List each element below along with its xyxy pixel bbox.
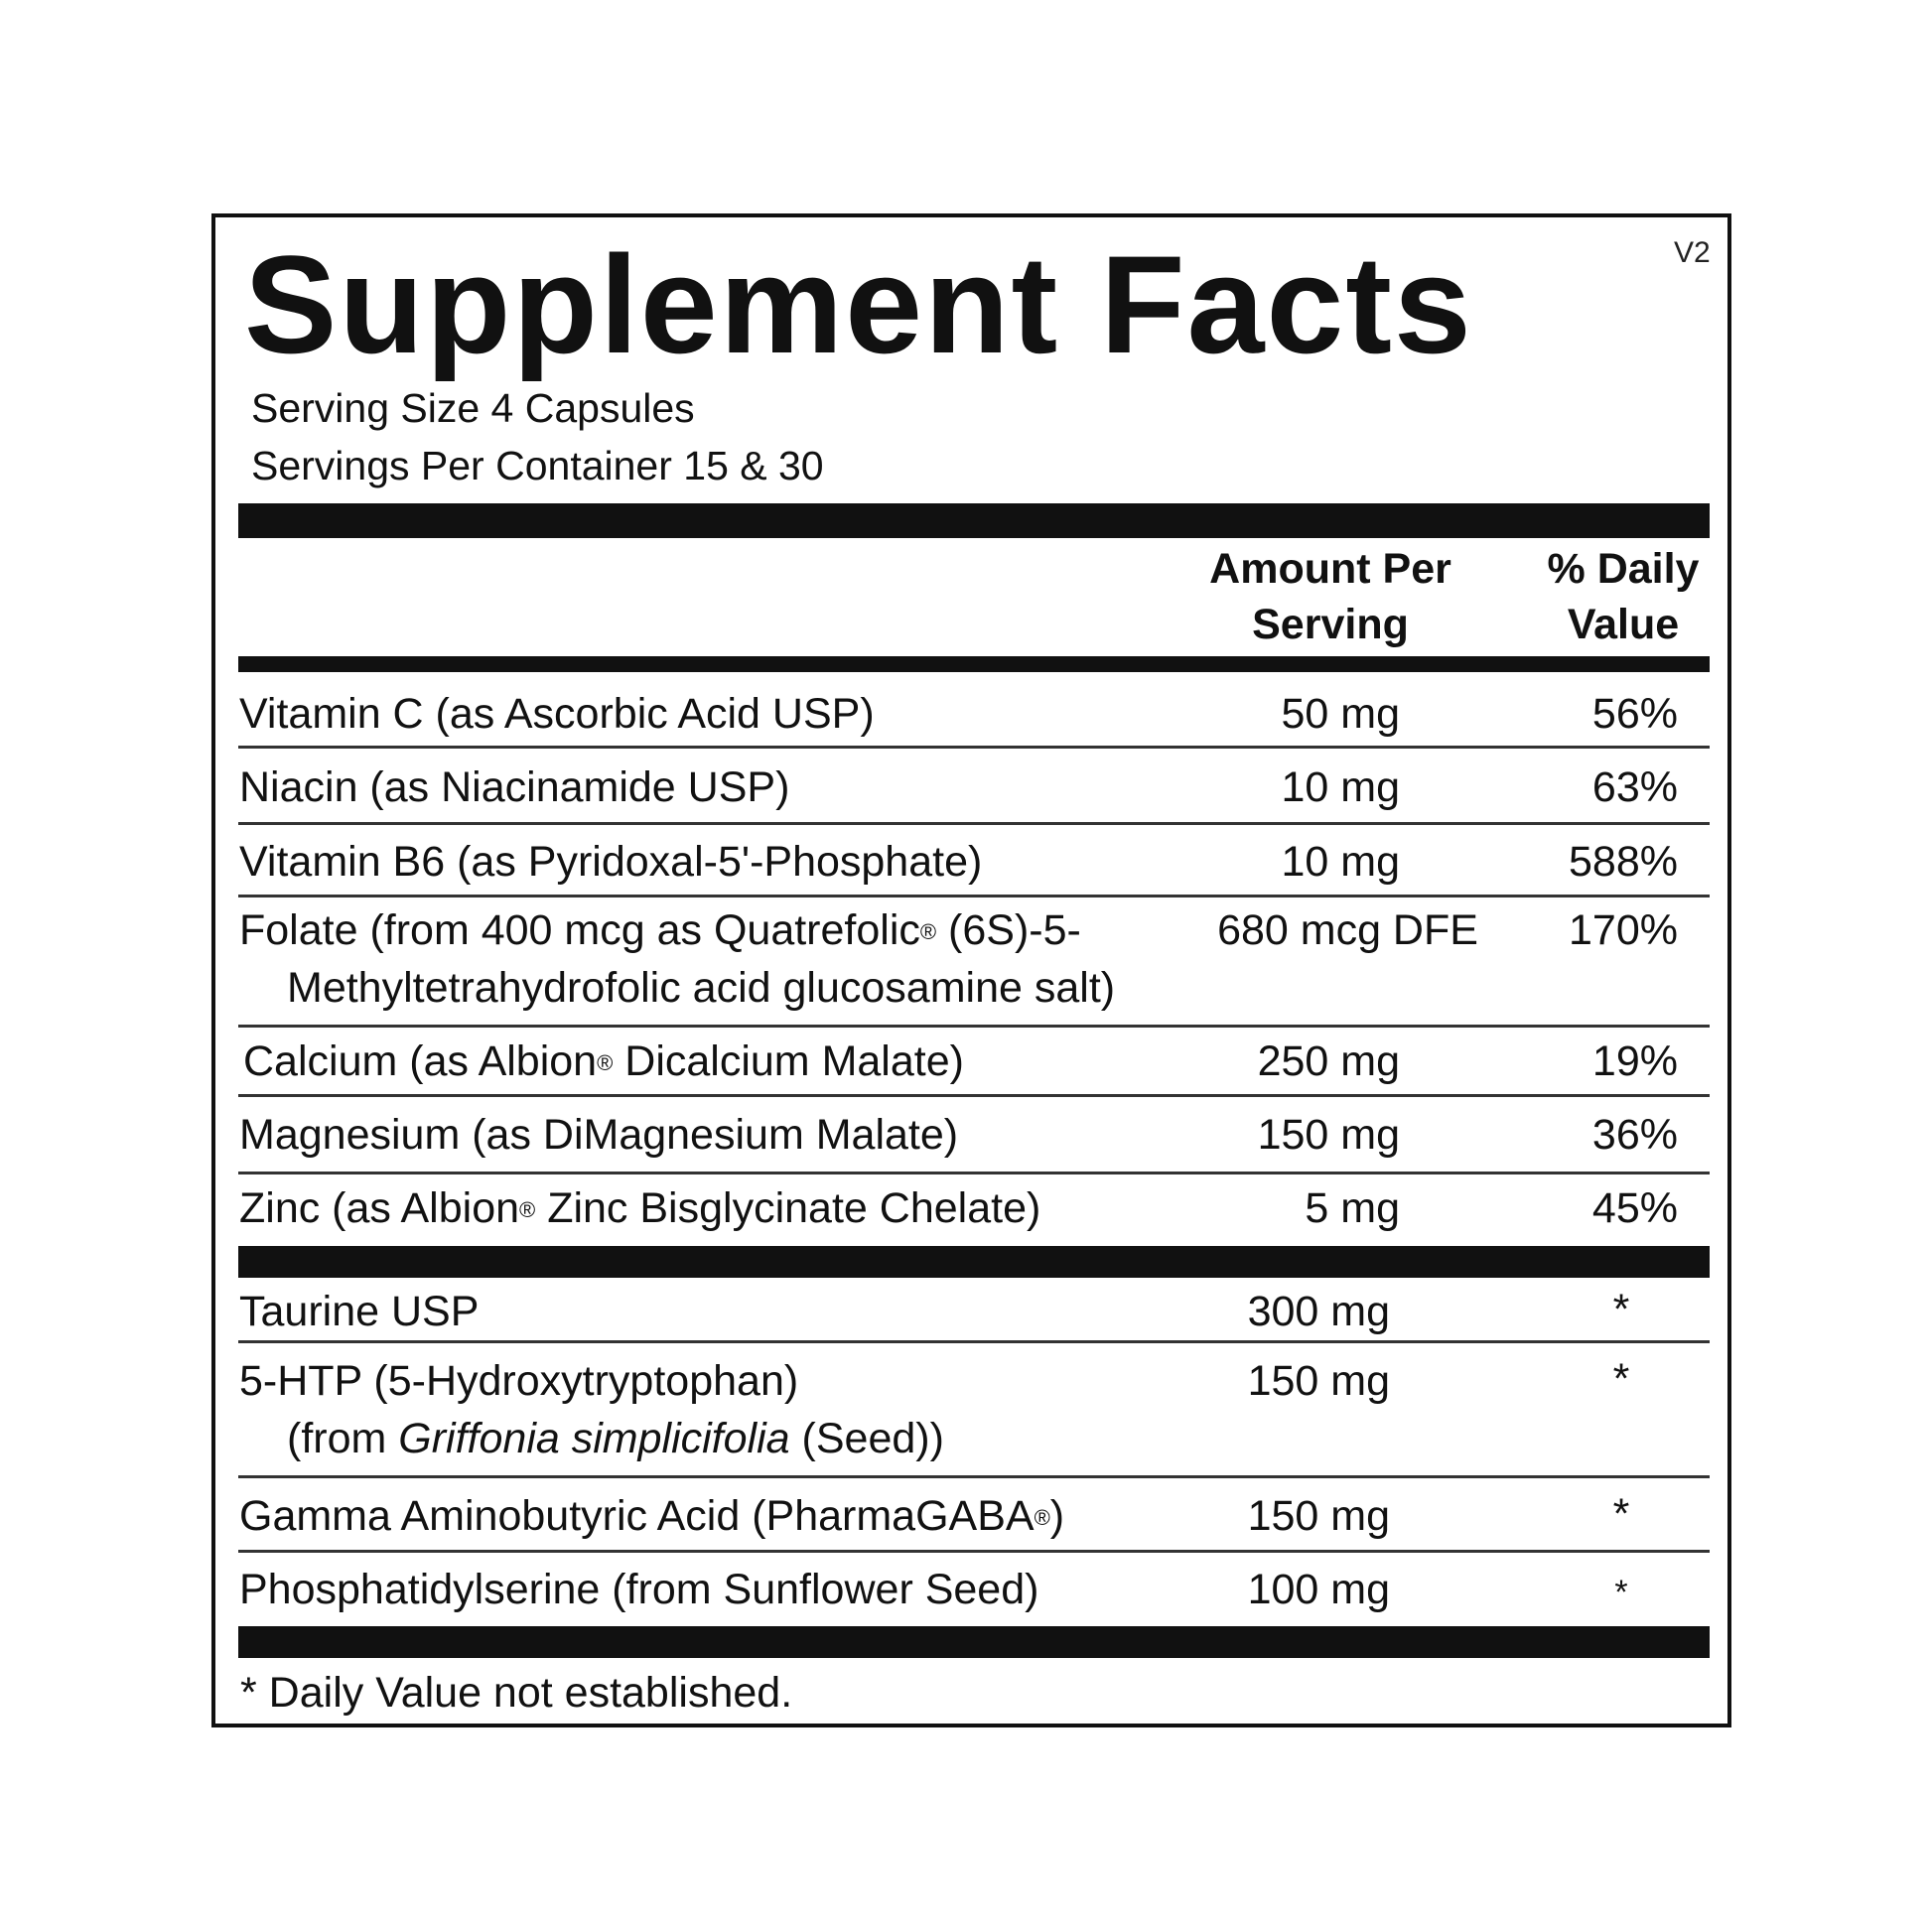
thick-divider [238,503,1710,538]
nutrient-amount: 150 mg [1257,1111,1400,1159]
ingredient-dv: * [1612,1355,1630,1403]
serving-size: Serving Size 4 Capsules [251,385,695,431]
ingredient-amount: 300 mg [1247,1288,1390,1335]
ingredient-name: 5-HTP (5-Hydroxytryptophan) [239,1357,799,1405]
ingredient-name: Taurine USP [239,1288,480,1335]
ingredient-name-continued: (from Griffonia simplicifolia (Seed)) [287,1415,944,1462]
nutrient-dv: 63% [1591,763,1678,811]
ingredient-amount: 100 mg [1247,1566,1390,1613]
row-divider [238,1475,1710,1478]
nutrient-amount: 5 mg [1305,1184,1400,1232]
ingredient-dv: * [1612,1490,1630,1538]
ingredient-amount: 150 mg [1247,1492,1390,1540]
nutrient-name: Calcium (as Albion® Dicalcium Malate) [243,1037,964,1085]
servings-per-container: Servings Per Container 15 & 30 [251,443,824,488]
nutrient-name: Magnesium (as DiMagnesium Malate) [239,1111,959,1159]
row-divider [238,822,1710,825]
header-dv-line2: Value [1567,601,1680,648]
nutrient-dv: 588% [1569,838,1678,886]
row-divider [238,895,1710,897]
nutrient-name-continued: Methyltetrahydrofolic acid glucosamine salt) [287,964,1116,1012]
thick-divider [238,1246,1710,1278]
nutrient-amount: 50 mg [1281,690,1400,738]
row-divider [238,1172,1710,1174]
ingredient-dv: * [1614,1574,1628,1611]
nutrient-name: Niacin (as Niacinamide USP) [239,763,790,811]
nutrient-dv: 36% [1591,1111,1678,1159]
nutrient-amount: 250 mg [1257,1037,1400,1085]
header-dv-line1: % Daily [1547,545,1700,593]
nutrient-name: Folate (from 400 mcg as Quatrefolic® (6S)-5- [239,906,1081,954]
nutrient-amount: 10 mg [1281,763,1400,811]
thick-divider [238,1626,1710,1658]
nutrient-name: Vitamin B6 (as Pyridoxal-5'-Phosphate) [239,838,983,886]
header-amount-line2: Serving [1252,601,1409,648]
panel-title: Supplement Facts [244,226,1473,382]
ingredient-dv: * [1612,1286,1630,1333]
row-divider [238,1340,1710,1343]
nutrient-dv: 19% [1591,1037,1678,1085]
ingredient-name: Phosphatidylserine (from Sunflower Seed) [239,1566,1039,1613]
nutrient-dv: 45% [1591,1184,1678,1232]
row-divider [238,1094,1710,1097]
nutrient-dv: 170% [1569,906,1678,954]
ingredient-amount: 150 mg [1247,1357,1390,1405]
header-amount-line1: Amount Per [1209,545,1451,593]
nutrient-name: Zinc (as Albion® Zinc Bisglycinate Chelate) [239,1184,1041,1232]
row-divider [238,1550,1710,1553]
nutrient-dv: 56% [1591,690,1678,738]
nutrient-amount: 10 mg [1281,838,1400,886]
version-label: V2 [1674,236,1711,269]
ingredient-name: Gamma Aminobutyric Acid (PharmaGABA®) [239,1492,1065,1540]
nutrient-name: Vitamin C (as Ascorbic Acid USP) [239,690,875,738]
row-divider [238,746,1710,749]
nutrient-amount: 680 mcg DFE [1217,906,1478,954]
header-divider [238,656,1710,672]
row-divider [238,1025,1710,1028]
footnote: * Daily Value not established. [240,1669,793,1717]
